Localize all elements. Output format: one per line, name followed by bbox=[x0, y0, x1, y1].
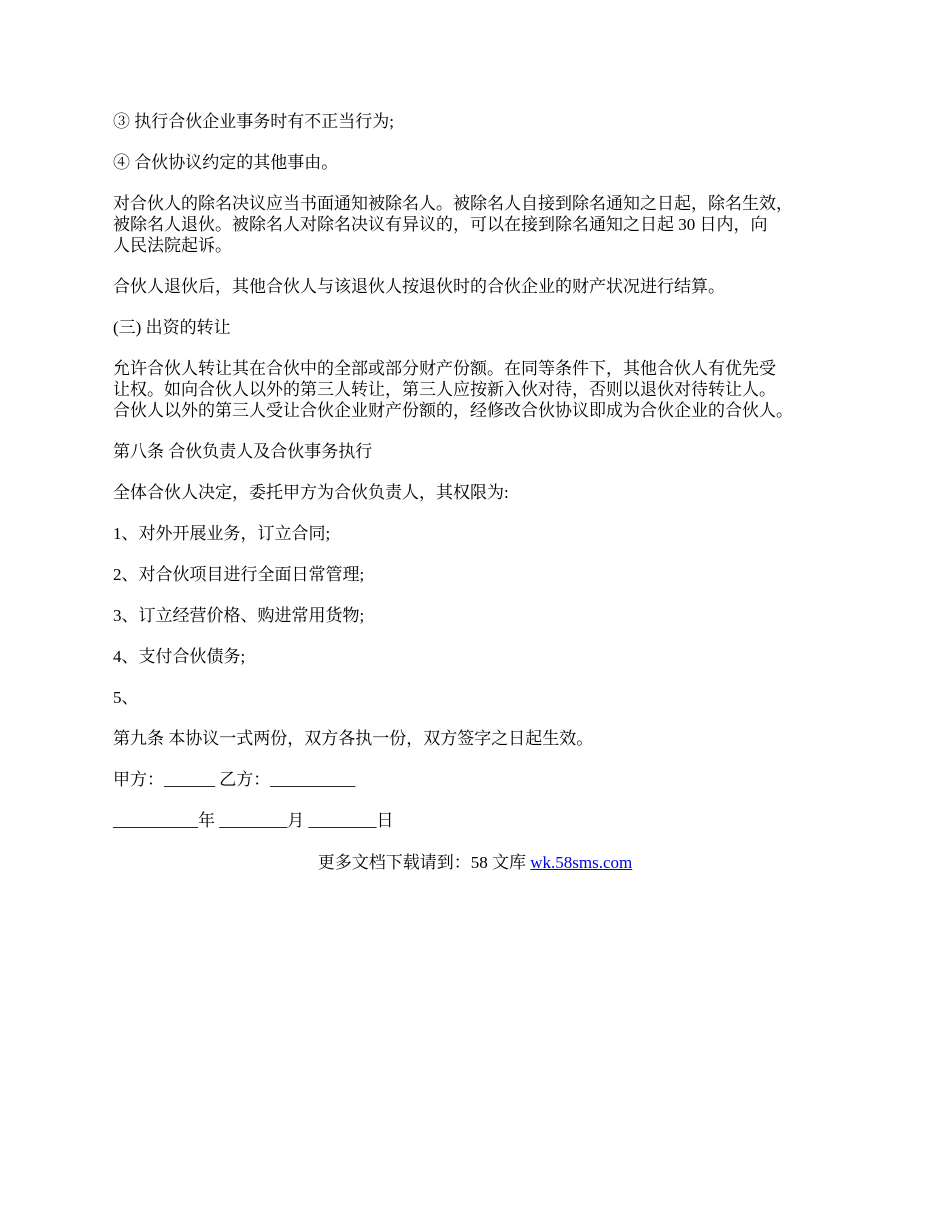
text-line: 让权。如向合伙人以外的第三人转让，第三人应按新入伙对待，否则以退伙对待转让人。 bbox=[113, 380, 776, 399]
list-item-3 bbox=[113, 605, 853, 626]
list-item-5 bbox=[113, 687, 853, 708]
text-line: 第九条 本协议一式两份，双方各执一份，双方签字之日起生效。 bbox=[113, 729, 594, 748]
text-line: 人民法院起诉。 bbox=[113, 236, 232, 255]
signature-line bbox=[113, 769, 853, 790]
text-line: 2、对合伙项目进行全面日常管理; bbox=[113, 565, 365, 584]
text-line: ③ 执行合伙企业事务时有不正当行为; bbox=[113, 112, 394, 131]
text-line: (三) 出资的转让 bbox=[113, 318, 231, 337]
paragraph-expulsion-notice bbox=[113, 193, 853, 256]
text-line: 全体合伙人决定，委托甲方为合伙负责人，其权限为: bbox=[113, 483, 509, 502]
article-heading-9 bbox=[113, 728, 853, 749]
text-line: __________年 ________月 ________日 bbox=[113, 811, 394, 830]
text-line: 3、订立经营价格、购进常用货物; bbox=[113, 606, 365, 625]
text-line: 合伙人以外的第三人受让合伙企业财产份额的，经修改合伙协议即成为合伙企业的合伙人。 bbox=[113, 401, 793, 420]
text-line: 被除名人退伙。被除名人对除名决议有异议的，可以在接到除名通知之日起 30 日内，向 bbox=[113, 215, 768, 234]
text-line: 允许合伙人转让其在合伙中的全部或部分财产份额。在同等条件下，其他合伙人有优先受 bbox=[113, 359, 776, 378]
section-heading-transfer bbox=[113, 317, 853, 338]
paragraph-authority bbox=[113, 482, 853, 503]
text-line: ④ 合伙协议约定的其他事由。 bbox=[113, 153, 339, 172]
text-line: 对合伙人的除名决议应当书面通知被除名人。被除名人自接到除名通知之日起，除名生效， bbox=[113, 194, 793, 213]
text-line: 4、支付合伙债务; bbox=[113, 647, 246, 666]
date-line bbox=[113, 810, 853, 831]
paragraph-transfer bbox=[113, 358, 853, 421]
paragraph-item-4 bbox=[113, 152, 853, 173]
text-line: 甲方：______ 乙方：__________ bbox=[113, 770, 356, 789]
list-item-2 bbox=[113, 564, 853, 585]
text-line: 合伙人退伙后，其他合伙人与该退伙人按退伙时的合伙企业的财产状况进行结算。 bbox=[113, 277, 725, 296]
text-line: 第八条 合伙负责人及合伙事务执行 bbox=[113, 442, 373, 461]
text-line: 5、 bbox=[113, 688, 139, 707]
footer bbox=[0, 852, 950, 873]
list-item-4 bbox=[113, 646, 853, 667]
document-body bbox=[113, 111, 853, 851]
paragraph-item-3 bbox=[113, 111, 853, 132]
article-heading-8 bbox=[113, 441, 853, 462]
footer-link[interactable]: wk.58sms.com bbox=[530, 853, 633, 872]
list-item-1 bbox=[113, 523, 853, 544]
text-line: 1、对外开展业务，订立合同; bbox=[113, 524, 331, 543]
footer-text: 更多文档下载请到：58 文库 bbox=[317, 853, 531, 872]
paragraph-settlement bbox=[113, 276, 853, 297]
